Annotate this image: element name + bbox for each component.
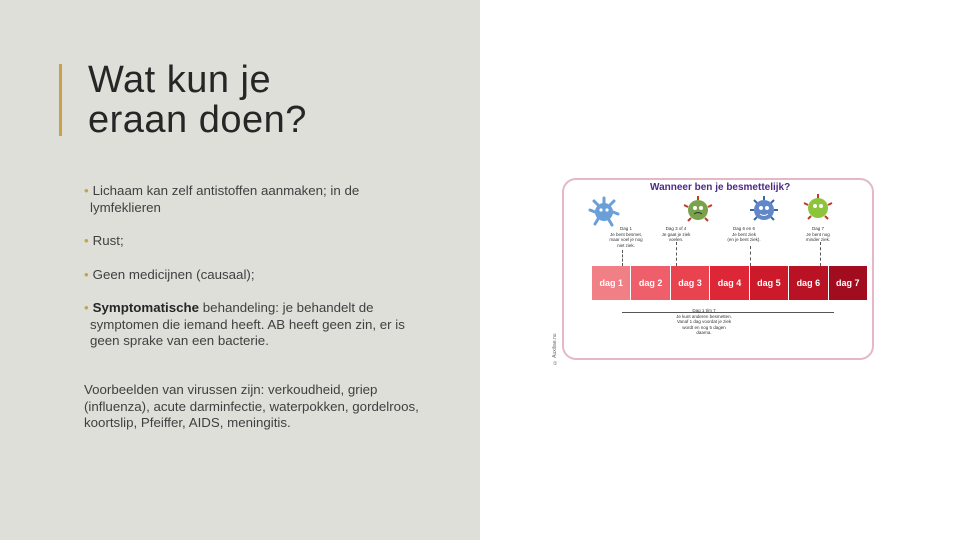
bullet-item	[84, 300, 424, 350]
bullet-item	[84, 183, 424, 216]
note-day-1: Dag 1 Je bent besmet, maar voel je nog niet ziek.	[609, 226, 643, 248]
note-day-3-4: Dag 3 of 4 Je gaat je ziek voelen.	[661, 226, 691, 242]
title-line-1: Wat kun je	[88, 59, 272, 101]
dashed-pointer	[750, 246, 751, 266]
bullet-bold-text: Symptomatische	[92, 300, 200, 315]
bullet-text: Rust;	[92, 233, 124, 248]
day-cell: dag 2	[631, 266, 670, 300]
bullet-text: Geen medicijnen (causaal);	[92, 266, 255, 282]
dashed-pointer	[622, 250, 623, 266]
bullet-dot: •	[84, 300, 89, 315]
title-line-2: eraan doen?	[88, 99, 307, 141]
day-cell: dag 6	[789, 266, 828, 300]
bullet-dot: •	[84, 183, 89, 198]
contagion-infographic	[562, 178, 874, 360]
bullet-item	[84, 233, 424, 250]
day-cell: dag 3	[671, 266, 710, 300]
blue-virus-icon	[590, 198, 618, 225]
bullet-item	[84, 267, 424, 284]
day-cell: dag 5	[750, 266, 789, 300]
slide-title	[88, 60, 307, 140]
dashed-pointer	[676, 242, 677, 266]
infographic-title: Wanneer ben je besmettelijk?	[650, 182, 791, 193]
virus-icons	[564, 180, 872, 260]
image-credit: © Auxiliae.nu	[552, 333, 558, 365]
note-contagious-period: Dag 1 t/m 7 Je kunt anderen besmetten. Vanaf 1 dag voordat je ziek wordt en nog 5 dagen daarna.	[676, 308, 732, 335]
blue-virus-icon	[750, 196, 778, 220]
day-cell: dag 4	[710, 266, 749, 300]
bullet-text: behandeling: je behandelt de symptomen die iemand heeft. AB heeft geen zin, er is geen sprake van een bacterie.	[90, 300, 405, 348]
bullet-list	[84, 183, 424, 367]
bullet-dot: •	[84, 266, 89, 282]
bullet-dot: •	[84, 233, 89, 248]
day-timeline	[592, 266, 868, 300]
day-cell: dag 7	[829, 266, 868, 300]
title-accent-bar	[59, 64, 62, 136]
green-virus-icon	[804, 194, 832, 219]
green-red-virus-icon	[684, 196, 712, 221]
dashed-pointer	[820, 242, 821, 266]
examples-paragraph: Voorbeelden van virussen zijn: verkoudheid, griep (influenza), acute darminfectie, waterpokken, gordelroos, koortslip, Pfeiffer, AIDS, meningitis.	[84, 382, 419, 430]
day-cell: dag 1	[592, 266, 631, 300]
bullet-text: Lichaam kan zelf antistoffen aanmaken; in de lymfeklieren	[90, 183, 360, 215]
note-day-5-6: Dag 6 en 6 Je bent ziek (en je bent ziek).	[727, 226, 761, 242]
note-day-7: Dag 7 Je bent nog minder ziek.	[805, 226, 831, 242]
